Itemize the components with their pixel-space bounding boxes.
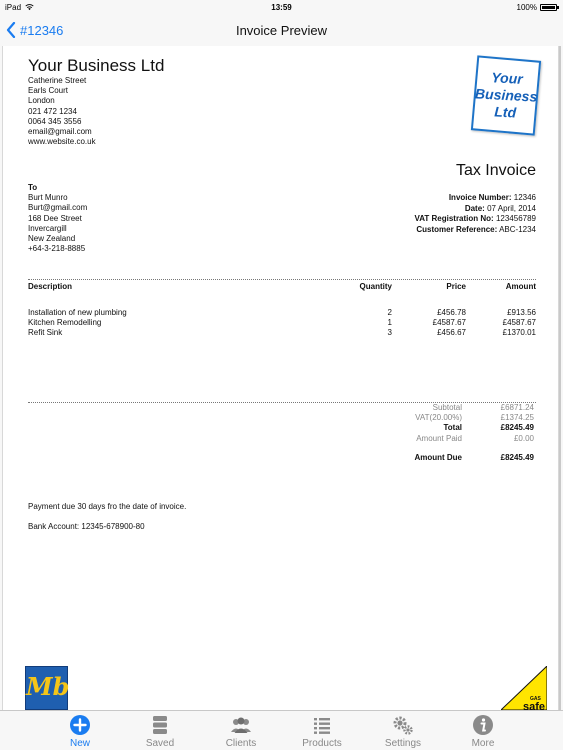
amount-due-label: Amount Due	[414, 452, 462, 462]
recipient-name: Burt Munro	[28, 193, 68, 203]
subtotal-value: £6871.24	[500, 403, 534, 412]
plus-circle-icon	[69, 714, 91, 736]
svg-text:safe: safe	[523, 701, 546, 710]
bank-account: Bank Account: 12345-678900-80	[28, 522, 145, 532]
meta-value: ABC-1234	[499, 224, 536, 234]
business-address-line: Earls Court	[28, 86, 69, 96]
device-label: iPad	[5, 3, 22, 12]
business-address-line: Catherine Street	[28, 76, 87, 85]
status-time: 13:59	[271, 3, 292, 12]
gears-icon	[392, 714, 414, 736]
item-quantity: 2	[387, 308, 392, 317]
customer-reference	[414, 225, 536, 236]
mb-logo	[25, 666, 68, 710]
tab-saved[interactable]	[130, 714, 190, 749]
col-header-description: Description	[28, 282, 73, 291]
tab-new[interactable]	[50, 714, 110, 749]
tab-label: More	[471, 738, 495, 749]
totals-block	[334, 403, 534, 463]
invoice-meta	[414, 193, 536, 235]
recipient-email: Burt@gmail.com	[28, 203, 88, 213]
logo-line: Ltd	[493, 103, 517, 121]
people-icon	[230, 714, 252, 736]
vat-value: £1374.25	[500, 413, 534, 423]
table-row	[28, 328, 536, 338]
mb-logo-text: Mb	[26, 672, 70, 701]
status-bar	[0, 0, 563, 16]
logo-line: Your	[490, 69, 524, 87]
document-title: Tax Invoice	[455, 162, 536, 179]
invoice-date	[414, 204, 536, 215]
tab-label: New	[69, 738, 90, 749]
item-description: Installation of new plumbing	[28, 308, 127, 317]
info-icon	[472, 714, 494, 736]
gas-safe-logo	[501, 666, 547, 710]
table-row	[28, 308, 536, 318]
item-amount: £4587.67	[502, 318, 536, 328]
col-header-price: Price	[446, 282, 466, 291]
vat-row	[334, 413, 534, 423]
business-phone: 021 472 1234	[28, 106, 77, 116]
total-row	[334, 423, 534, 433]
item-description: Kitchen Remodelling	[28, 318, 102, 328]
tab-label: Products	[302, 738, 342, 749]
subtotal-row	[334, 403, 534, 413]
recipient-address-line: New Zealand	[28, 234, 76, 244]
meta-value: 07 April, 2014	[487, 203, 536, 213]
item-price: £4587.67	[432, 318, 466, 328]
total-value: £8245.49	[500, 423, 534, 433]
meta-label: VAT Registration No:	[414, 214, 494, 223]
col-header-amount: Amount	[505, 282, 536, 291]
amount-due-row	[334, 453, 534, 463]
recipient-address-line: 168 Dee Street	[28, 213, 82, 223]
tab-products[interactable]	[292, 714, 352, 749]
invoice-notes	[28, 502, 186, 532]
table-body	[28, 308, 536, 339]
svg-text:GAS: GAS	[530, 696, 541, 702]
tab-label: Saved	[145, 738, 175, 749]
line-items-table	[28, 282, 536, 339]
item-price: £456.67	[437, 328, 466, 338]
recipient-phone: +64-3-218-8885	[28, 244, 86, 254]
recipient-address-line: Invercargill	[28, 223, 67, 233]
nav-bar	[0, 16, 563, 46]
item-price: £456.78	[437, 308, 466, 317]
meta-label: Customer Reference:	[416, 224, 498, 234]
amount-paid-row	[334, 434, 534, 444]
business-website: www.website.co.uk	[28, 137, 96, 147]
tab-settings[interactable]	[373, 714, 433, 749]
business-address	[28, 76, 96, 147]
database-icon	[149, 714, 171, 736]
business-email: email@gmail.com	[28, 127, 92, 137]
vat-registration	[414, 214, 536, 225]
invoice-number	[414, 193, 536, 204]
meta-label: Invoice Number:	[448, 193, 512, 202]
table-header	[28, 282, 536, 294]
item-amount: £913.56	[507, 308, 536, 317]
item-quantity: 3	[387, 328, 392, 338]
meta-value: 123456789	[495, 214, 536, 223]
divider	[28, 279, 536, 280]
battery-fill	[542, 6, 555, 9]
table-row	[28, 318, 536, 328]
tab-more[interactable]	[453, 714, 513, 749]
item-description: Refit Sink	[28, 328, 63, 338]
subtotal-label: Subtotal	[432, 403, 462, 412]
tab-label: Settings	[384, 738, 422, 749]
business-phone: 0064 345 3556	[28, 116, 82, 126]
item-amount: £1370.01	[502, 328, 536, 338]
amount-paid-value: £0.00	[513, 433, 534, 443]
tab-label: Clients	[225, 738, 257, 749]
item-quantity: 1	[387, 318, 392, 328]
recipient-block	[28, 183, 87, 254]
invoice-document	[2, 46, 559, 710]
total-label: Total	[443, 423, 462, 433]
payment-terms: Payment due 30 days fro the date of invoice.	[28, 502, 187, 511]
recipient-label: To	[28, 183, 38, 192]
page-title: Invoice Preview	[235, 23, 328, 38]
amount-due-value: £8245.49	[500, 452, 534, 462]
back-button-label: #12346	[20, 22, 64, 38]
business-address-line: London	[28, 96, 55, 106]
business-name: Your Business Ltd	[28, 56, 165, 75]
logo-line: Business	[474, 85, 538, 105]
tab-bar	[0, 710, 563, 750]
tab-clients[interactable]	[211, 714, 271, 749]
battery-percent: 100%	[516, 3, 537, 12]
list-icon	[311, 714, 333, 736]
meta-label: Date:	[464, 203, 485, 213]
business-logo	[471, 55, 541, 135]
vat-label: VAT(20.00%)	[415, 413, 462, 423]
col-header-quantity: Quantity	[359, 282, 392, 291]
meta-value: 12346	[513, 193, 536, 202]
battery-icon	[540, 4, 557, 11]
paper-edge	[559, 46, 561, 710]
business-logo-text	[474, 68, 539, 122]
amount-paid-label: Amount Paid	[416, 433, 462, 443]
